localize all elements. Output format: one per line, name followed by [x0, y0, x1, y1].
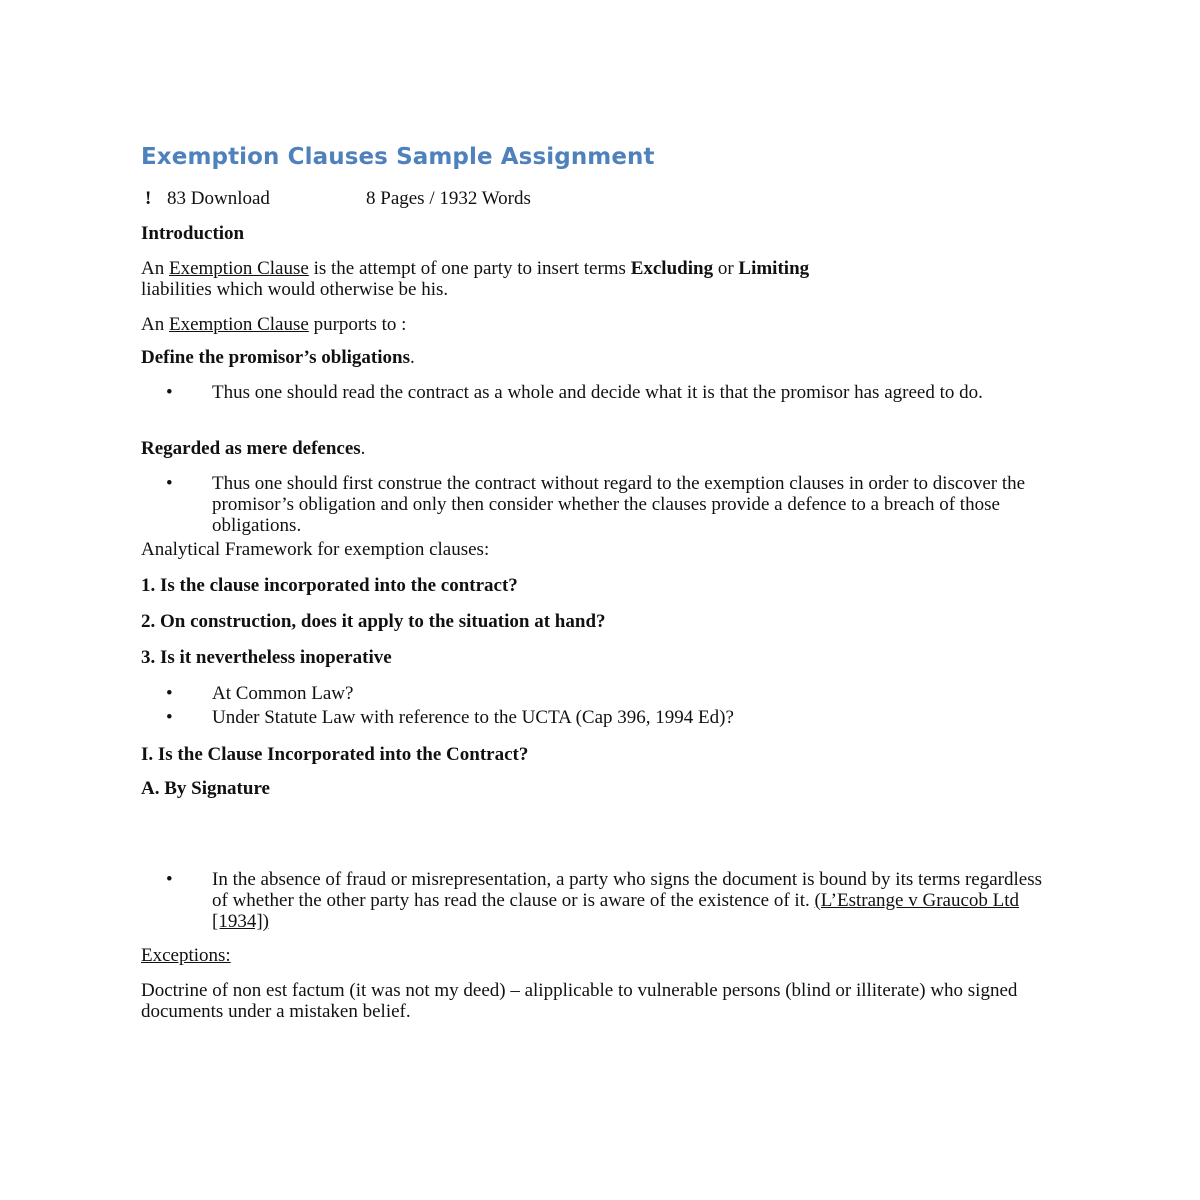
- bullet-icon: •: [166, 707, 173, 728]
- intro-paragraph-line-2: liabilities which would otherwise be his.: [141, 279, 449, 300]
- download-count: 83 Download: [167, 188, 270, 209]
- question-3: 3. Is it nevertheless inoperative: [141, 647, 392, 668]
- download-icon: !: [145, 188, 152, 209]
- list-item: • In the absence of fraud or misrepresentation, a party who signs the document is bound by its terms regardless of whether the other party has read the clause or is aware of the existence of it. (L’Estrange v Graucob Ltd [1934]): [166, 869, 1042, 932]
- exemption-clause-link[interactable]: Exemption Clause: [168, 258, 309, 279]
- intro-paragraph-line-1: An Exemption Clause is the attempt of one party to insert terms Excluding or Limiting: [141, 258, 810, 279]
- exceptions-heading: Exceptions:: [141, 945, 231, 966]
- signature-list: [141, 869, 1061, 932]
- case-citation-link[interactable]: (L’Estrange v Graucob Ltd [1934]): [212, 890, 1020, 932]
- mere-defences-heading: Regarded as mere defences.: [141, 438, 366, 459]
- section-A-heading: A. By Signature: [141, 778, 270, 799]
- document-meta: [141, 188, 531, 210]
- define-obligations-list: [141, 382, 1061, 403]
- list-item: • At Common Law?: [166, 683, 354, 704]
- exemption-clause-link-2[interactable]: Exemption Clause: [168, 314, 309, 335]
- list-item: • Under Statute Law with reference to the UCTA (Cap 396, 1994 Ed)?: [166, 707, 734, 728]
- doctrine-paragraph: Doctrine of non est factum (it was not my deed) – alipplicable to vulnerable persons (blind or illiterate) who signed documents under a mistaken belief.: [141, 980, 1018, 1022]
- mere-defences-list: [141, 473, 1061, 536]
- pages-words-count: 8 Pages / 1932 Words: [366, 188, 531, 209]
- excluding-term: Excluding: [630, 258, 714, 279]
- question-2: 2. On construction, does it apply to the situation at hand?: [141, 611, 606, 632]
- bullet-icon: •: [166, 683, 173, 704]
- intro-paragraph: [141, 258, 809, 300]
- introduction-heading: Introduction: [141, 223, 245, 244]
- define-obligations-heading: Define the promisor’s obligations.: [141, 347, 415, 368]
- question-1: 1. Is the clause incorporated into the contract?: [141, 575, 518, 596]
- purports-paragraph: An Exemption Clause purports to :: [141, 314, 407, 335]
- bullet-icon: •: [166, 473, 173, 494]
- list-item: • Thus one should first construe the contract without regard to the exemption clauses in order to discover the promisor’s obligation and only then consider whether the clauses provide a defence to a breach of those obligations.: [166, 473, 1026, 536]
- limiting-term: Limiting: [738, 258, 810, 279]
- framework-intro: Analytical Framework for exemption clauses:: [141, 539, 490, 560]
- inoperative-list: [141, 683, 1061, 728]
- bullet-icon: •: [166, 382, 173, 403]
- section-I-heading: I. Is the Clause Incorporated into the Contract?: [141, 744, 529, 765]
- bullet-icon: •: [166, 869, 173, 890]
- page-title: Exemption Clauses Sample Assignment: [141, 144, 655, 170]
- list-item: • Thus one should read the contract as a whole and decide what it is that the promisor has agreed to do.: [166, 382, 983, 403]
